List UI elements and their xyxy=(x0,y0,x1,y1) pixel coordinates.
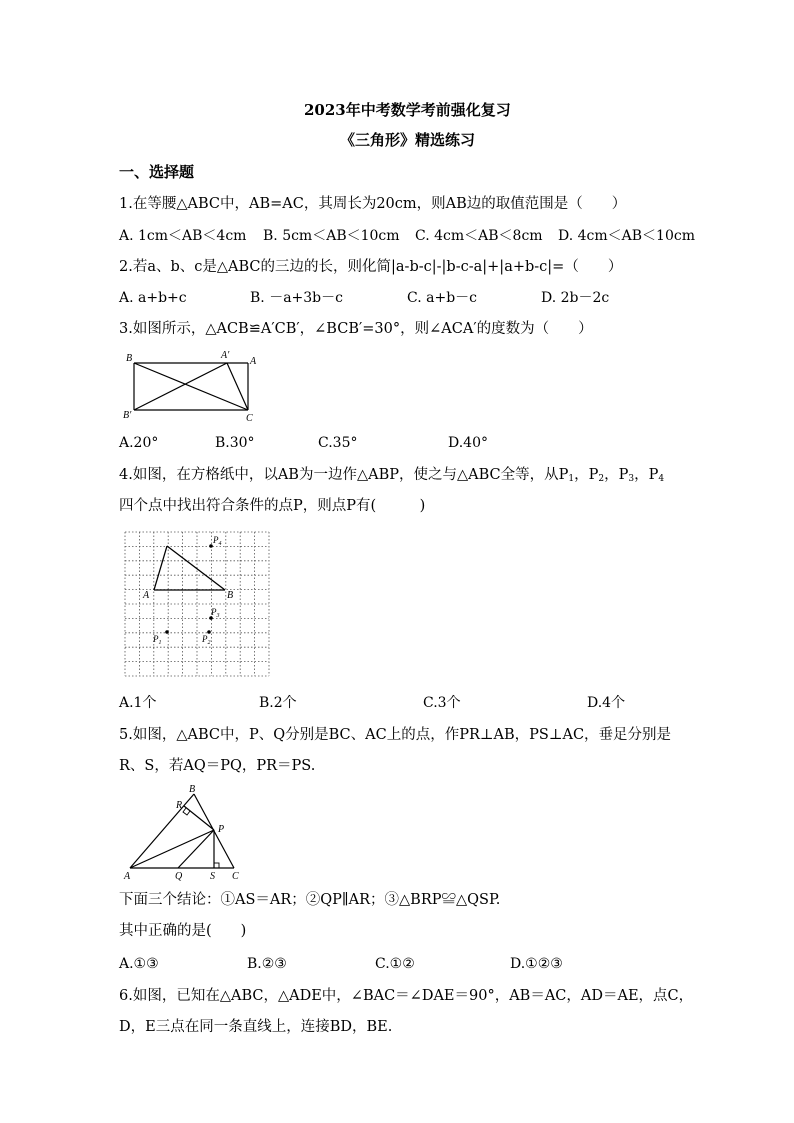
question-4-stem-line1: 4.如图，在方格纸中，以AB为一边作△ABP，使之与△ABC全等，从$P_1$，$P_2$，$P_3$，$P_4$ xyxy=(119,467,665,484)
q4-point-p2 xyxy=(207,630,211,634)
q3-option-d: D.40° xyxy=(448,435,488,451)
q3-label-a: A xyxy=(250,356,257,367)
question-3-stem: 3.如图所示，△ACB≌A′CB′，∠BCB′=30°，则∠ACA′的度数为（ ） xyxy=(119,321,593,337)
q5-figure xyxy=(120,782,260,882)
q3-option-b: B.30° xyxy=(215,435,255,451)
q5-label-s: S xyxy=(210,871,215,882)
q4-label-p1: $P_1$ xyxy=(153,634,162,646)
q4-label-p4: $P_4$ xyxy=(213,535,222,547)
question-1-stem: 1.在等腰△ABC中，AB=AC，其周长为20cm，则AB边的取值范围是（ ） xyxy=(119,196,627,212)
q4-option-c: C.3个 xyxy=(423,695,461,711)
q3-label-c: C xyxy=(246,413,253,423)
q1-option-c: C. 4cm＜AB＜8cm xyxy=(415,228,543,244)
document-subtitle: 《三角形》精选练习 xyxy=(340,131,476,149)
q4-option-b: B.2个 xyxy=(259,695,297,711)
document-title: 2023年中考数学考前强化复习 xyxy=(304,101,511,119)
q2-option-b: B. －a+3b－c xyxy=(250,290,343,306)
q3-label-a-prime: A′ xyxy=(221,350,230,361)
q2-option-a: A. a+b+c xyxy=(119,290,187,306)
q4-label-p2: $P_2$ xyxy=(202,634,211,646)
q3-label-b-prime: B′ xyxy=(123,410,132,421)
q4-label-b: B xyxy=(227,590,234,601)
q1-option-d: D. 4cm＜AB＜10cm xyxy=(558,228,695,244)
q3-figure xyxy=(118,348,268,423)
question-6-stem-line1: 6.如图，已知在△ABC，△ADE中，∠BAC＝∠DAE＝90°，AB＝AC，AD＝AE，点C， xyxy=(119,988,694,1004)
q5-label-b: B xyxy=(189,784,196,795)
q5-label-p: P xyxy=(218,824,225,835)
question-5-ask: 其中正确的是( ) xyxy=(119,923,247,939)
q5-option-a: A.①③ xyxy=(119,956,159,972)
q4-option-a: A.1个 xyxy=(119,695,157,711)
q2-option-c: C. a+b－c xyxy=(407,290,477,306)
q5-option-d: D.①②③ xyxy=(510,956,563,972)
question-5-stem-line1: 5.如图，△ABC中，P、Q分别是BC、AC上的点，作PR⊥AB，PS⊥AC，垂足分别是 xyxy=(119,727,672,743)
q2-option-d: D. 2b－2c xyxy=(541,290,610,306)
section-heading: 一、选择题 xyxy=(119,163,195,181)
q3-option-a: A.20° xyxy=(119,435,159,451)
q5-label-r: R xyxy=(176,800,183,811)
q4-grid-figure xyxy=(121,528,273,678)
q5-option-b: B.②③ xyxy=(247,956,287,972)
q3-label-b: B xyxy=(126,353,133,364)
q5-label-a: A xyxy=(124,871,131,882)
q1-option-a: A. 1cm＜AB＜4cm xyxy=(119,228,247,244)
question-5-conclusions: 下面三个结论：①AS＝AR；②QP∥AR；③△BRP≌△QSP. xyxy=(119,892,501,908)
q4-option-d: D.4个 xyxy=(587,695,626,711)
question-2-stem: 2.若a、b、c是△ABC的三边的长，则化简|a-b-c|-|b-c-a|+|a+b-c|=（ ） xyxy=(119,259,623,275)
q5-label-c: C xyxy=(232,871,239,882)
q4-point-p1 xyxy=(165,630,169,634)
question-6-stem-line2: D，E三点在同一条直线上，连接BD，BE. xyxy=(119,1019,393,1035)
q4-label-a: A xyxy=(143,590,150,601)
q5-option-c: C.①② xyxy=(375,956,415,972)
q1-option-b: B. 5cm＜AB＜10cm xyxy=(263,228,400,244)
q3-option-c: C.35° xyxy=(318,435,358,451)
question-4-stem-line2: 四个点中找出符合条件的点P，则点P有( ) xyxy=(119,498,426,514)
question-5-stem-line2: R、S，若AQ＝PQ，PR＝PS. xyxy=(119,758,316,774)
q4-label-p3: $P_3$ xyxy=(211,607,220,619)
q5-label-q: Q xyxy=(175,871,183,882)
